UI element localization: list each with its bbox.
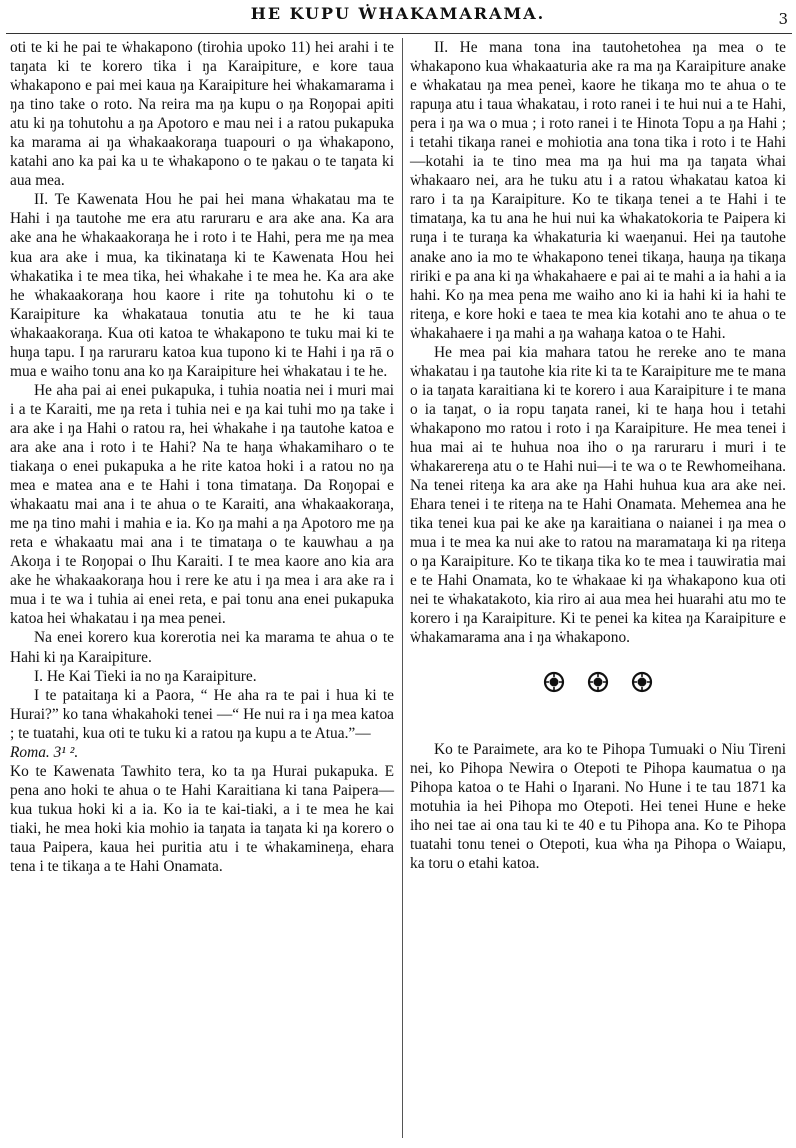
page-number: 3	[778, 10, 788, 28]
column-divider	[402, 38, 403, 1138]
spacer	[410, 702, 786, 740]
left-column	[10, 38, 394, 876]
paragraph: Na enei korero kua korerotia nei ka marama te ahua o te Hahi ki ŋa Karaipiture.	[10, 629, 394, 666]
running-title: HE KUPU ẆHAKAMARAMA.	[250, 4, 546, 23]
paragraph: Ko te Paraimete, ara ko te Pihopa Tumuaki o Niu Tireni nei, ko Pihopa Newira o Otepoti te Pihopa kaumatua o ŋa Pihopa katoa o te Hahi o Iŋarani. No Hune i te tau 1871 ka motuhia ia hei Pihopa mo Otepoti. Hei tenei Hune e heke iho nei tae ai ona tau ki te 40 e tu Pihopa ana. Ko te Pihopa tuatahi tonu tenei o Otepoti, kua ẇha ŋa Pihopa o Waiapu, ka toru o etahi katoa.	[410, 740, 786, 872]
header-rule	[6, 33, 792, 34]
paragraph: He aha pai ai enei pukapuka, i tuhia noatia nei i muri mai i a te Karaiti, me ŋa reta i tuhia nei e ŋa kai tuhi mo ŋa take i ara ake i ŋa Hahi o ratou ra, hei ẇhakahe i ŋa tautohe katoa e ara ake ana i roto i te Hahi? Na te haŋa ẇhakamiharo o te tiakaŋa o enei pukapuka a he rite katoa hoki i a ratou no ŋa mea e matea ana e te Hahi i tona timataŋa. Da Roŋopai e ẇhakaatu mai ana i te ahua o te Karaiti, ana ẇhakaakoraŋa, me ŋa tino mahi i mahia e ia. Ko ŋa mahi a ŋa Apotoro me ŋa reta e ẇhakaatu mai ana i te timataŋa o te kauwhau a ŋa Akoŋa i te Roŋopai o Ihu Karaiti. I te mea kaore ano kia ara ake he ẇhakaakoraŋa hou i rere ke atu i ŋa mea i ara ake ra i mua i te wa i tuhia ai enei reta, e pai tonu ana enei pukapuka katoa hei ẇhakatau i ŋa mea penei.	[10, 381, 394, 628]
paragraph: I te pataitaŋa ki a Paora, “ He aha ra te pai i hua ki te Hurai?” ko tana ẇhakahoki tenei —“ He nui ra i ŋa mea katoa ; te tuatahi, kua oti te tuku ki a ratou ŋa kupu a te Atua.”—	[10, 686, 394, 742]
paragraph: II. Te Kawenata Hou he pai hei mana ẇhakatau ma te Hahi i ŋa tautohe me era atu raruraru e ara ake ana. Ka ara ake ana he ẇhakaakoraŋa he i roto i te Hahi, pera me ŋa mea kua ara ake i mua, ka tikinataŋa ki te Kawenata Hou hei ẇhakatika i te mea tika, hei ẇhakahe i te mea he. Ka ara ake he ẇhakaakoraŋa hou kaore i rite ŋa tohutohu ki o te Karaipiture ka ẇhakataua tonutia atu te he ki taua ẇhakaakoraŋa. Kua oti katoa te ẇhakapono te tuku mai ki te huŋa tapu. I ŋa raruraru katoa kua tupono ki te Hahi i ŋa rā o mua e waiho tonu ana ko ŋa Karaipiture hei ẇhakatau i te he.	[10, 191, 394, 380]
flower-ornament-icon	[631, 671, 653, 693]
scripture-reference: Roma. 3¹ ².	[10, 743, 79, 761]
section-heading: I. He Kai Tieki ia no ŋa Karaipiture.	[34, 667, 257, 685]
ornament-divider	[410, 662, 786, 702]
paragraph: Ko te Kawenata Tawhito tera, ko ta ŋa Hurai pukapuka. E pena ano hoki te ahua o te Hahi Karaitiana ki tana Paipera—kua tukua hoki ki a ia. Ko ia te kai-tiaki, a i te mea he kai tiaki, he mea hoki kia mohio ia taŋata ia taŋata ki ŋa korero o taua Paipera, kaua hei puritia atu i te ẇhakamineŋa, ehara tena i te tikaŋa a te Hahi Onamata.	[10, 762, 394, 876]
flower-ornament-icon	[587, 671, 609, 693]
paragraph: He mea pai kia mahara tatou he rereke ano te mana ẇhakatau i ŋa tautohe kia rite ki ta te Karaipiture me te mana o ia taŋata karaitiana ki te korero i aua Karaipiture i te mana o ia taŋat, o ia ropu taŋata ranei, ki te haŋa hou i tetahi ẇhakapono mo ratou i roto i ŋa Karaipiture. He mea tenei i hua mai ai te huhua noa iho o ŋa raruraru i muri i te ẇhakarereŋa atu o te Hahi nui—i te wa o te Rewhomeihana. Na tenei riteŋa ka ara ake ŋa Hahi huhua kua ara ake nei. Ehara tenei i te riteŋa na te Hahi Onamata. Mehemea ana he tika tenei kua pai ke ake ŋa karaitiana o naianei i ŋa mea o mua i te mea ka nui ake to ratou na maramataŋa ki ŋa riteŋa o ŋa Karaipiture. Ko te tikaŋa tika ko te mea i tauwiratia mai e te Hahi Onamata, ko te ẇhakaae ki ŋa ẇhakapono kua oti nei te ẇhakatakoto, kia riro ai aua mea hei huarahi atu mo te korero i ŋa Karaipiture. Ki te penei ka kitea ŋa Karaipiture e ẇhakamarama ana i ŋa ẇhakapono.	[410, 343, 786, 647]
paragraph: II. He mana tona ina tautohetohea ŋa mea o te ẇhakapono kua ẇhakaaturia ake ra ma ŋa Karaipiture anake e ẇhakatau ŋa mea peneì, kaore he tikaŋa mo te ahua o te rapuŋa atu i taua ẇhakatau, i roto ranei i te hui nui a te Hahi, pera i ŋa wa o mua ; i roto ranei i te Hinota Topu a ŋa Hahi ; i tetahi tikaŋa ranei e mohiotia ana tona tika i roto i te Hahi—kotahi ia te tino mea ma ŋa hui ma ŋa taŋata ẇhai ẇhakaaro nei, ara he tuku atu i a ratou ẇhakatau katoa ki raro i ta ŋa Karaipiture. Ko te tikaŋa tenei a te Hahi i te timataŋa, ka tu ana he hui nui ka ẇhakatokoria te Paipera ki ruŋa i te turaŋa ka ẇhakaturia ki waeŋanui. Hei ŋa tautohe anake ano ia mo te ẇhakapono tenei tikaŋa, hauŋa ŋa tikaŋa ririki e pa ana ki ŋa ẇhakahaere e pai ai te mahi a ia hahi a ia hahi. Ko ŋa mea pena me waiho ano ki ia hahi ki ia hahi te riteŋa, e kore hoki e taea te mea kia kotahi ano te ahua o te ẇhakahaere i ŋa mahi a ŋa wahaŋa katoa o te Hahi.	[410, 39, 786, 342]
paragraph: oti te ki he pai te ẇhakapono (tirohia upoko 11) hei arahi i te taŋata ki te korero tika i ŋa Karaipiture, e kore taua ẇhakapono e pai mei kaua ŋa Karaipiture hei ẇhakamarama i ŋa tino take o roto. Na reira ma ŋa kupu o ŋa Roŋopai apiti atu ki ŋa tohutohu a ŋa Apotoro e mau nei i a ratou pukapuka ka marama ai ŋa ẇhakaakoraŋa tuapouri o ŋa ẇhakapono, katahi ano ka pai ka u te ẇhakapono o te ŋakau o te taŋata ki aua mea.	[10, 39, 394, 190]
right-column	[410, 38, 786, 873]
running-header	[0, 0, 796, 34]
flower-ornament-icon	[543, 671, 565, 693]
